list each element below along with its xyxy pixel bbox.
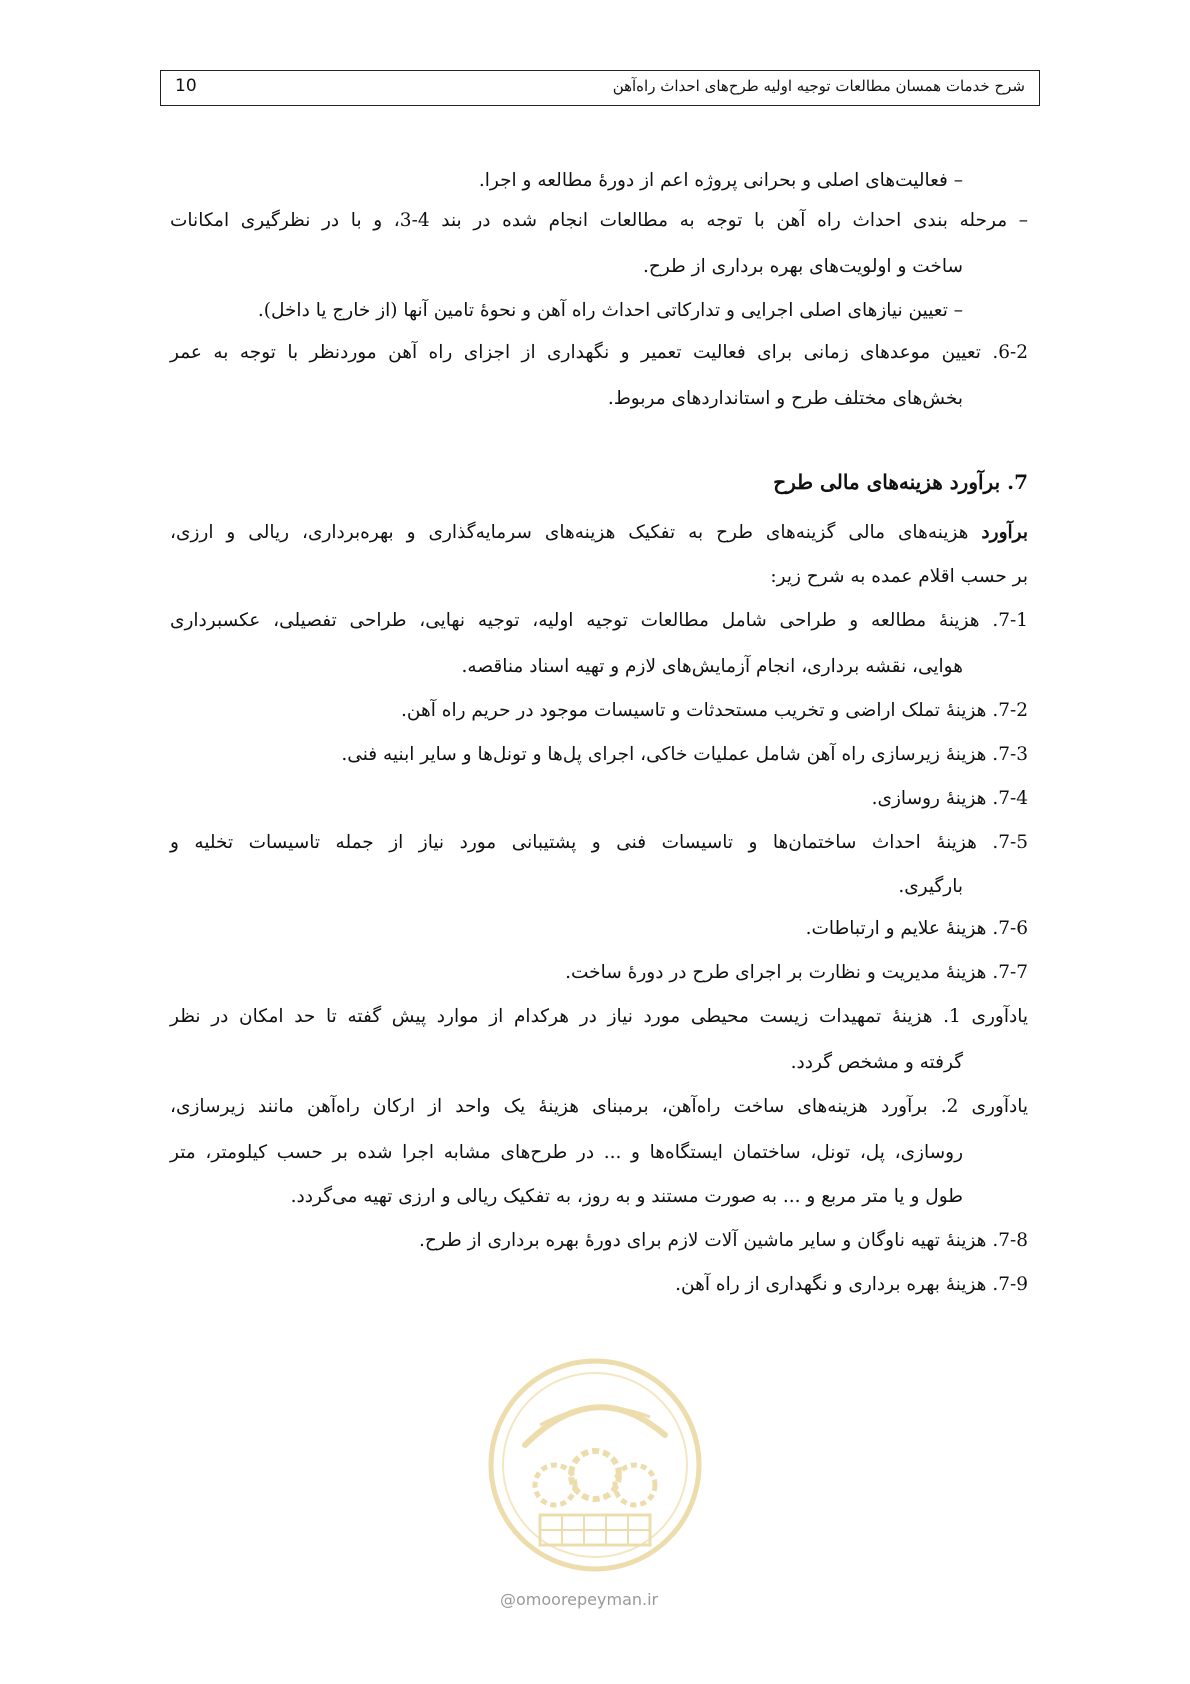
- list-item: 7-2. هزینۀ تملک اراضی و تخریب مستحدثات و تاسیسات موجود در حریم راه آهن.: [401, 700, 1028, 721]
- list-item-continuation: بارگیری.: [898, 876, 963, 897]
- bullet-line: – مرحله بندی احداث راه آهن با توجه به مطالعات انجام شده در بند 4-3، و با در نظرگیری امکانات: [170, 210, 1028, 231]
- note-continuation: روسازی، پل، تونل، ساختمان ایستگاه‌ها و ... در طرح‌های مشابه اجرا شده بر حسب کیلومتر، متر: [170, 1142, 963, 1163]
- list-item: 7-7. هزینۀ مدیریت و نظارت بر اجرای طرح در دورۀ ساخت.: [565, 962, 1028, 983]
- list-item: 7-3. هزینۀ زیرسازی راه آهن شامل عملیات خاکی، اجرای پل‌ها و تونل‌ها و سایر ابنیه فنی.: [341, 744, 1028, 765]
- page-number: 10: [175, 76, 197, 96]
- list-item: 7-1. هزینۀ مطالعه و طراحی شامل مطالعات توجیه اولیه، توجیه نهایی، طراحی تفصیلی، عکسبرداری: [170, 610, 1028, 631]
- note-continuation: گرفته و مشخص گردد.: [790, 1052, 963, 1073]
- numbered-item: 6-2. تعیین موعدهای زمانی برای فعالیت تعمیر و نگهداری از اجزای راه آهن موردنظر با توجه به عمر: [170, 342, 1028, 363]
- list-item-continuation: هوایی، نقشه برداری، انجام آزمایش‌های لازم و تهیه اسناد مناقصه.: [461, 656, 963, 677]
- intro-text: هزینه‌های مالی گزینه‌های طرح به تفکیک هزینه‌های سرمایه‌گذاری و بهره‌برداری، ریالی و ارزی،: [170, 522, 982, 543]
- note-item: یادآوری 2. برآورد هزینه‌های ساخت راه‌آهن، برمبنای هزینۀ یک واحد از ارکان راه‌آهن مانند زیرسازی،: [170, 1096, 1028, 1117]
- list-item: 7-8. هزینۀ تهیه ناوگان و سایر ماشین آلات لازم برای دورۀ بهره برداری از طرح.: [418, 1230, 1028, 1251]
- note-continuation: طول و یا متر مربع و ... به صورت مستند و به روز، به تفکیک ریالی و ارزی تهیه می‌گردد.: [290, 1186, 963, 1207]
- continuation-line: بخش‌های مختلف طرح و استانداردهای مربوط.: [607, 388, 963, 409]
- watermark-logo: [485, 1355, 705, 1575]
- section-heading: 7. برآورد هزینه‌های مالی طرح: [773, 470, 1028, 494]
- continuation-line: ساخت و اولویت‌های بهره برداری از طرح.: [643, 256, 963, 277]
- list-item: 7-9. هزینۀ بهره برداری و نگهداری از راه آهن.: [675, 1274, 1028, 1295]
- intro-paragraph: [170, 522, 1028, 543]
- list-item: 7-6. هزینۀ علایم و ارتباطات.: [805, 918, 1028, 939]
- list-item: 7-5. هزینۀ احداث ساختمان‌ها و تاسیسات فنی و پشتیبانی مورد نیاز از جمله تاسیسات تخلیه و: [170, 832, 1028, 853]
- intro-line-2: بر حسب اقلام عمده به شرح زیر:: [770, 566, 1028, 587]
- watermark-url: @omoorepeyman.ir: [500, 1590, 659, 1609]
- header-title: شرح خدمات همسان مطالعات توجیه اولیه طرح‌های احداث راه‌آهن: [612, 77, 1025, 95]
- page-header: [160, 70, 1040, 106]
- bullet-line: – فعالیت‌های اصلی و بحرانی پروژه اعم از دورۀ مطالعه و اجرا.: [478, 170, 963, 191]
- intro-bold: برآورد: [981, 522, 1028, 543]
- list-item: 7-4. هزینۀ روسازی.: [871, 788, 1028, 809]
- bullet-line: – تعیین نیازهای اصلی اجرایی و تدارکاتی احداث راه آهن و نحوۀ تامین آنها (از خارج یا داخل).: [257, 300, 963, 321]
- note-item: یادآوری 1. هزینۀ تمهیدات زیست محیطی مورد نیاز در هرکدام از موارد پیش گفته تا حد امکان در نظر: [170, 1006, 1028, 1027]
